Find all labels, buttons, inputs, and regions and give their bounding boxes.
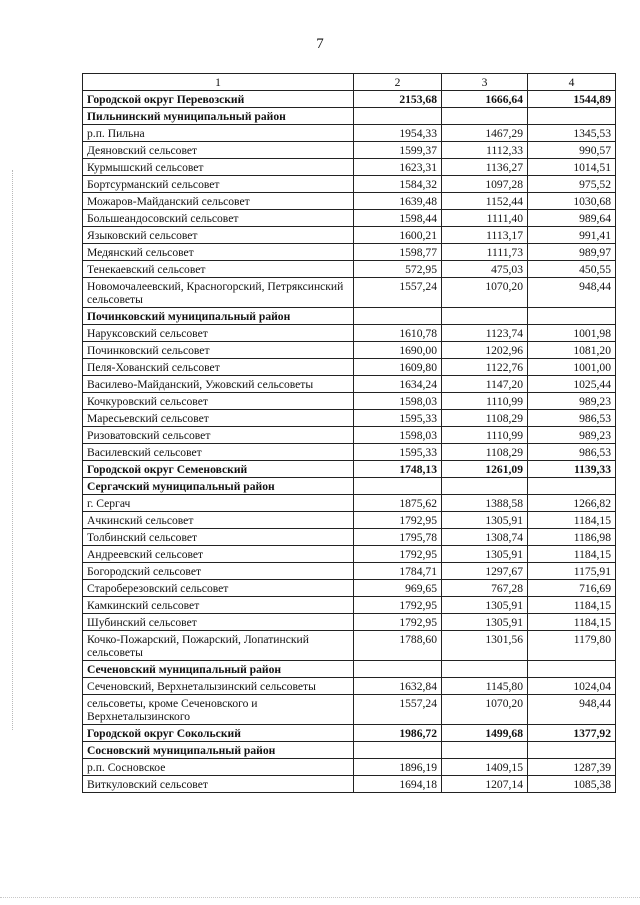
row-value-col2: 1632,84	[354, 678, 442, 695]
row-name-cell: Деяновский сельсовет	[83, 142, 354, 159]
table-row	[83, 444, 616, 461]
row-value-col3: 1110,99	[442, 393, 528, 410]
row-value-col3: 1097,28	[442, 176, 528, 193]
row-value-col4: 1184,15	[528, 597, 616, 614]
row-name-cell: Андреевский сельсовет	[83, 546, 354, 563]
row-value-col3: 1305,91	[442, 614, 528, 631]
table-row	[83, 563, 616, 580]
row-name-cell: Староберезовский сельсовет	[83, 580, 354, 597]
row-value-col3: 767,28	[442, 580, 528, 597]
row-value-col2: 1598,03	[354, 427, 442, 444]
row-value-col2: 1598,03	[354, 393, 442, 410]
row-value-col3	[442, 108, 528, 125]
row-value-col3: 1305,91	[442, 597, 528, 614]
header-col-3: 3	[442, 74, 528, 91]
row-value-col3: 1305,91	[442, 512, 528, 529]
row-name-cell: Можаров-Майданский сельсовет	[83, 193, 354, 210]
row-name-cell: Языковский сельсовет	[83, 227, 354, 244]
row-value-col4: 1186,98	[528, 529, 616, 546]
row-value-col3: 475,03	[442, 261, 528, 278]
table-row	[83, 495, 616, 512]
row-value-col3: 1666,64	[442, 91, 528, 108]
row-value-col2: 1610,78	[354, 325, 442, 342]
row-value-col4: 948,44	[528, 695, 616, 725]
row-value-col3: 1122,76	[442, 359, 528, 376]
row-value-col2: 1599,37	[354, 142, 442, 159]
row-value-col4: 1025,44	[528, 376, 616, 393]
row-value-col4: 989,64	[528, 210, 616, 227]
row-value-col3: 1499,68	[442, 725, 528, 742]
row-value-col4: 1030,68	[528, 193, 616, 210]
row-value-col4: 975,52	[528, 176, 616, 193]
row-name-cell: Бортсурманский сельсовет	[83, 176, 354, 193]
row-value-col3: 1308,74	[442, 529, 528, 546]
table-row	[83, 227, 616, 244]
row-value-col2: 1595,33	[354, 410, 442, 427]
table-row	[83, 597, 616, 614]
row-value-col2: 1875,62	[354, 495, 442, 512]
table-row	[83, 261, 616, 278]
row-value-col4: 1085,38	[528, 776, 616, 793]
row-name-cell: Виткуловский сельсовет	[83, 776, 354, 793]
row-value-col3: 1152,44	[442, 193, 528, 210]
table-row	[83, 125, 616, 142]
row-value-col2: 1954,33	[354, 125, 442, 142]
row-value-col4: 1377,92	[528, 725, 616, 742]
row-value-col4: 990,57	[528, 142, 616, 159]
row-value-col4: 1184,15	[528, 546, 616, 563]
row-name-cell: г. Сергач	[83, 495, 354, 512]
row-value-col2: 1784,71	[354, 563, 442, 580]
row-value-col3: 1467,29	[442, 125, 528, 142]
scan-bottom-line	[0, 897, 640, 899]
row-value-col4: 986,53	[528, 444, 616, 461]
row-name-cell: Починковский сельсовет	[83, 342, 354, 359]
header-col-2: 2	[354, 74, 442, 91]
row-value-col2: 1595,33	[354, 444, 442, 461]
row-value-col2: 1609,80	[354, 359, 442, 376]
table-row	[83, 631, 616, 661]
table-section-row	[83, 725, 616, 742]
row-value-col4: 1001,98	[528, 325, 616, 342]
row-value-col3: 1112,33	[442, 142, 528, 159]
row-value-col4: 1179,80	[528, 631, 616, 661]
row-name-cell: Шубинский сельсовет	[83, 614, 354, 631]
row-value-col3: 1136,27	[442, 159, 528, 176]
row-value-col2: 1792,95	[354, 614, 442, 631]
row-value-col4	[528, 661, 616, 678]
row-value-col3: 1108,29	[442, 444, 528, 461]
header-col-4: 4	[528, 74, 616, 91]
row-name-cell: Ачкинский сельсовет	[83, 512, 354, 529]
table-row	[83, 546, 616, 563]
row-value-col3: 1070,20	[442, 278, 528, 308]
row-value-col3	[442, 478, 528, 495]
row-value-col2	[354, 478, 442, 495]
row-name-cell: Маресьевский сельсовет	[83, 410, 354, 427]
row-value-col2: 1598,44	[354, 210, 442, 227]
row-name-cell: Наруксовский сельсовет	[83, 325, 354, 342]
row-value-col4	[528, 742, 616, 759]
table-section-row	[83, 308, 616, 325]
row-value-col4: 1081,20	[528, 342, 616, 359]
row-name-cell: Камкинский сельсовет	[83, 597, 354, 614]
row-value-col3: 1113,17	[442, 227, 528, 244]
row-value-col4: 989,97	[528, 244, 616, 261]
table-row	[83, 159, 616, 176]
scan-edge-line	[12, 170, 14, 730]
table-row	[83, 142, 616, 159]
row-value-col2: 969,65	[354, 580, 442, 597]
table-row	[83, 342, 616, 359]
row-value-col2: 1600,21	[354, 227, 442, 244]
row-value-col3: 1110,99	[442, 427, 528, 444]
row-value-col2	[354, 742, 442, 759]
row-value-col2: 1792,95	[354, 546, 442, 563]
table-row	[83, 244, 616, 261]
row-name-cell: Сергачский муниципальный район	[83, 478, 354, 495]
row-name-cell: Медянский сельсовет	[83, 244, 354, 261]
row-value-col3: 1108,29	[442, 410, 528, 427]
table-row	[83, 529, 616, 546]
row-value-col3: 1305,91	[442, 546, 528, 563]
row-value-col3: 1202,96	[442, 342, 528, 359]
table-header-row	[83, 74, 616, 91]
row-name-cell: р.п. Сосновское	[83, 759, 354, 776]
table-row	[83, 193, 616, 210]
row-name-cell: Городской округ Перевозский	[83, 91, 354, 108]
row-value-col4: 1287,39	[528, 759, 616, 776]
table-body	[83, 74, 616, 793]
row-value-col4: 1024,04	[528, 678, 616, 695]
table-section-row	[83, 661, 616, 678]
row-value-col2: 1557,24	[354, 695, 442, 725]
row-name-cell: Тенекаевский сельсовет	[83, 261, 354, 278]
row-value-col3: 1147,20	[442, 376, 528, 393]
row-name-cell: р.п. Пильна	[83, 125, 354, 142]
row-name-cell: сельсоветы, кроме Сеченовского и Верхнеталызинского	[83, 695, 354, 725]
row-value-col4: 948,44	[528, 278, 616, 308]
row-name-cell: Ризоватовский сельсовет	[83, 427, 354, 444]
header-col-1: 1	[83, 74, 354, 91]
row-value-col3: 1111,40	[442, 210, 528, 227]
row-name-cell: Пеля-Хованский сельсовет	[83, 359, 354, 376]
row-value-col4	[528, 308, 616, 325]
row-value-col3: 1261,09	[442, 461, 528, 478]
row-value-col4: 1001,00	[528, 359, 616, 376]
row-value-col2: 1792,95	[354, 512, 442, 529]
table-row	[83, 512, 616, 529]
row-value-col2: 1795,78	[354, 529, 442, 546]
row-name-cell: Курмышский сельсовет	[83, 159, 354, 176]
table-row	[83, 376, 616, 393]
row-value-col4: 1184,15	[528, 614, 616, 631]
table-row	[83, 695, 616, 725]
row-value-col2: 1557,24	[354, 278, 442, 308]
row-value-col4	[528, 108, 616, 125]
table-section-row	[83, 478, 616, 495]
table-section-row	[83, 461, 616, 478]
row-value-col2: 1634,24	[354, 376, 442, 393]
row-value-col4: 1184,15	[528, 512, 616, 529]
row-value-col4: 1544,89	[528, 91, 616, 108]
row-value-col3: 1207,14	[442, 776, 528, 793]
row-value-col4: 1345,53	[528, 125, 616, 142]
row-name-cell: Пильнинский муниципальный район	[83, 108, 354, 125]
row-name-cell: Новомочалеевский, Красногорский, Петряксинский сельсоветы	[83, 278, 354, 308]
row-name-cell: Кочко-Пожарский, Пожарский, Лопатинский сельсоветы	[83, 631, 354, 661]
row-value-col2: 1623,31	[354, 159, 442, 176]
row-value-col2: 1748,13	[354, 461, 442, 478]
row-name-cell: Починковский муниципальный район	[83, 308, 354, 325]
tariff-table	[82, 73, 616, 793]
row-value-col4: 986,53	[528, 410, 616, 427]
row-value-col3: 1111,73	[442, 244, 528, 261]
table-row	[83, 176, 616, 193]
table-row	[83, 759, 616, 776]
row-name-cell: Большеандосовский сельсовет	[83, 210, 354, 227]
row-name-cell: Толбинский сельсовет	[83, 529, 354, 546]
row-value-col2: 1690,00	[354, 342, 442, 359]
row-value-col3: 1123,74	[442, 325, 528, 342]
table-section-row	[83, 108, 616, 125]
row-value-col2	[354, 308, 442, 325]
row-name-cell: Сеченовский, Верхнеталызинский сельсоветы	[83, 678, 354, 695]
row-value-col2: 1584,32	[354, 176, 442, 193]
table-row	[83, 614, 616, 631]
row-value-col4: 1266,82	[528, 495, 616, 512]
row-value-col2: 1598,77	[354, 244, 442, 261]
page-number: 7	[316, 36, 324, 52]
row-name-cell: Сеченовский муниципальный район	[83, 661, 354, 678]
row-value-col2: 1792,95	[354, 597, 442, 614]
row-name-cell: Богородский сельсовет	[83, 563, 354, 580]
row-value-col3: 1145,80	[442, 678, 528, 695]
row-value-col2: 1639,48	[354, 193, 442, 210]
table-row	[83, 325, 616, 342]
row-value-col4: 991,41	[528, 227, 616, 244]
row-value-col3	[442, 742, 528, 759]
table-row	[83, 776, 616, 793]
row-value-col2: 1986,72	[354, 725, 442, 742]
row-value-col3: 1070,20	[442, 695, 528, 725]
row-name-cell: Городской округ Семеновский	[83, 461, 354, 478]
row-value-col2: 1694,18	[354, 776, 442, 793]
row-value-col4: 1014,51	[528, 159, 616, 176]
row-value-col2	[354, 661, 442, 678]
row-name-cell: Василевский сельсовет	[83, 444, 354, 461]
row-value-col4: 1139,33	[528, 461, 616, 478]
row-name-cell: Сосновский муниципальный район	[83, 742, 354, 759]
row-value-col2: 2153,68	[354, 91, 442, 108]
row-value-col2	[354, 108, 442, 125]
table-row	[83, 678, 616, 695]
table-row	[83, 393, 616, 410]
row-value-col4	[528, 478, 616, 495]
row-value-col3: 1297,67	[442, 563, 528, 580]
row-value-col4: 450,55	[528, 261, 616, 278]
row-value-col4: 989,23	[528, 427, 616, 444]
row-name-cell: Василево-Майданский, Ужовский сельсоветы	[83, 376, 354, 393]
table-row	[83, 278, 616, 308]
table-section-row	[83, 91, 616, 108]
row-value-col2: 572,95	[354, 261, 442, 278]
row-name-cell: Кочкуровский сельсовет	[83, 393, 354, 410]
row-value-col3	[442, 661, 528, 678]
row-value-col2: 1788,60	[354, 631, 442, 661]
row-value-col4: 989,23	[528, 393, 616, 410]
row-name-cell: Городской округ Сокольский	[83, 725, 354, 742]
table-section-row	[83, 742, 616, 759]
row-value-col3: 1388,58	[442, 495, 528, 512]
table-row	[83, 427, 616, 444]
table-row	[83, 359, 616, 376]
row-value-col3: 1301,56	[442, 631, 528, 661]
row-value-col4: 716,69	[528, 580, 616, 597]
row-value-col3: 1409,15	[442, 759, 528, 776]
table-row	[83, 580, 616, 597]
table-row	[83, 410, 616, 427]
row-value-col4: 1175,91	[528, 563, 616, 580]
row-value-col3	[442, 308, 528, 325]
table-row	[83, 210, 616, 227]
row-value-col2: 1896,19	[354, 759, 442, 776]
